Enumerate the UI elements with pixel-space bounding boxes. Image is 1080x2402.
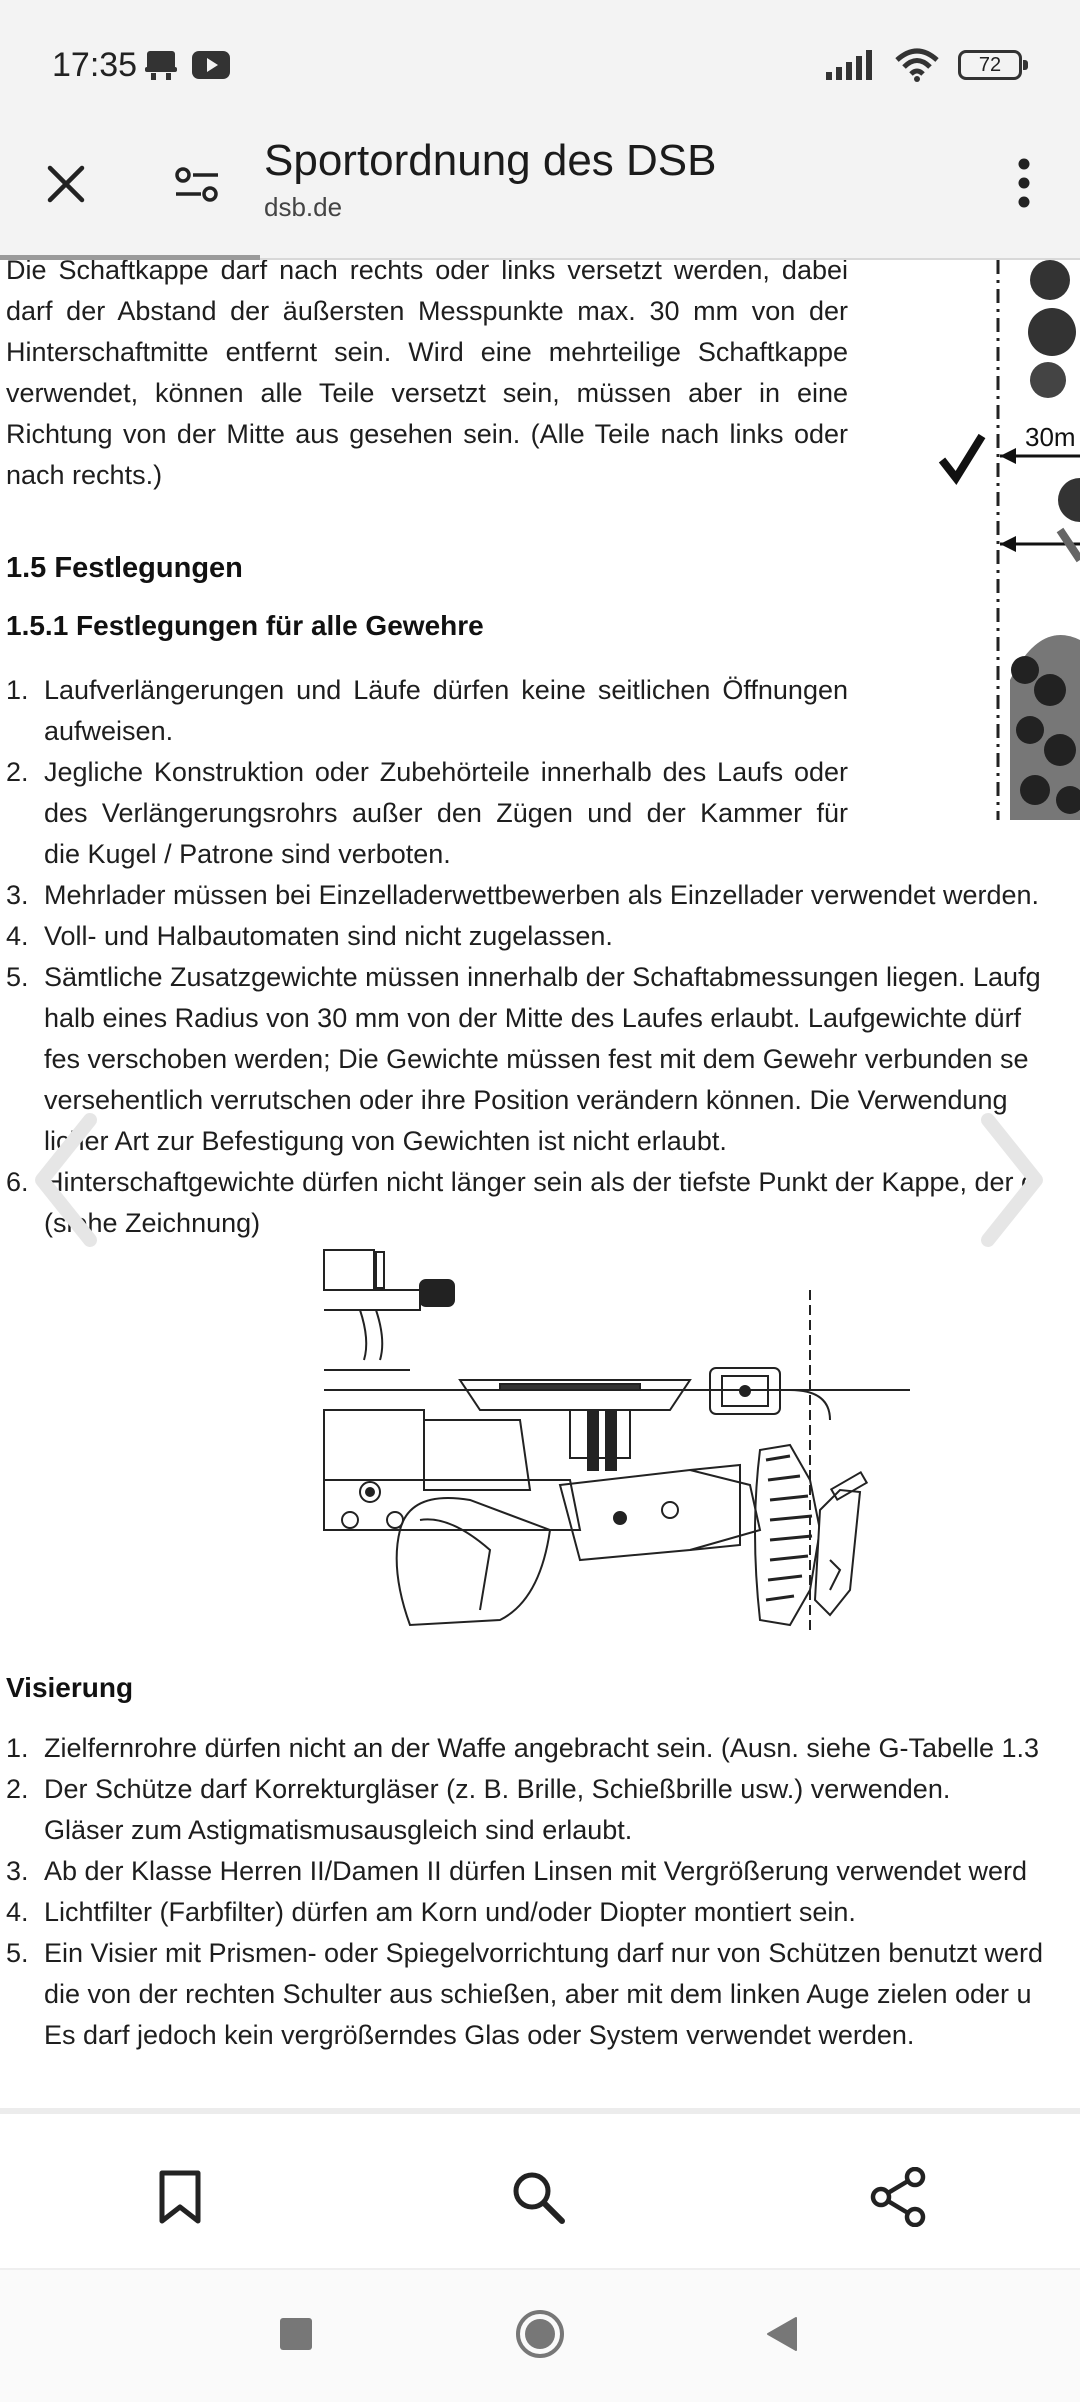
rule-number: 1. <box>6 1733 29 1763</box>
youtube-icon <box>192 51 230 79</box>
chevron-right-icon <box>988 1120 1036 1240</box>
rule-item <box>44 670 848 752</box>
status-system-icons <box>826 46 1022 84</box>
rule-line: Hinterschaftgewichte dürfen nicht länger sein als der tiefste Punkt der Kappe, der d <box>44 1167 1037 1197</box>
rule-item <box>44 957 1041 1162</box>
rule-number: 3. <box>6 880 29 910</box>
rule-line: aufweisen. <box>44 716 174 746</box>
rifle-stock-figure <box>320 1230 920 1650</box>
rule-line: Gläser zum Astigmatismusausgleich sind erlaubt. <box>44 1815 633 1845</box>
rule-line: Lichtfilter (Farbfilter) dürfen am Korn und/oder Diopter montiert sein. <box>44 1897 856 1927</box>
rule-number: 2. <box>6 757 29 787</box>
more-options-button[interactable] <box>996 150 1052 216</box>
rule-number: 5. <box>6 1938 29 1968</box>
rule-number: 4. <box>6 921 29 951</box>
rule-number: 6. <box>6 1167 29 1197</box>
recents-button[interactable] <box>266 2304 326 2364</box>
rule-line: Es darf jedoch kein vergrößerndes Glas oder System verwendet werden. <box>44 2020 915 2050</box>
rule-number: 3. <box>6 1856 29 1886</box>
home-button[interactable] <box>510 2304 570 2364</box>
status-notification-icons <box>144 48 230 82</box>
title-bar <box>0 130 1080 260</box>
intro-line: darf der Abstand der äußersten Messpunkte max. 30 mm von der <box>6 296 848 326</box>
intro-line: Richtung von der Mitte aus gesehen sein. (Alle Teile nach links oder <box>6 419 848 449</box>
rule-line: des Verlängerungsrohrs außer den Zügen und der Kammer für <box>44 798 848 828</box>
home-icon <box>514 2308 566 2360</box>
battery-icon <box>958 50 1022 80</box>
signal-icon <box>826 50 876 80</box>
close-button[interactable] <box>36 154 96 214</box>
more-vert-icon <box>1016 157 1032 209</box>
bookmark-button[interactable] <box>145 2162 215 2232</box>
rule-line: Voll- und Halbautomaten sind nicht zugelassen. <box>44 921 613 951</box>
chevron-left-icon <box>42 1120 90 1240</box>
page-title: Sportordnung des DSB <box>264 136 717 185</box>
rule-number: 1. <box>6 675 29 705</box>
rule-line: fes verschoben werden; Die Gewichte müssen fest mit dem Gewehr verbunden se <box>44 1044 1029 1074</box>
rule-line: die von der rechten Schulter aus schießen, aber mit dem linken Auge zielen oder u <box>44 1979 1032 2009</box>
rule-line: halb eines Radius von 30 mm von der Mitte des Laufes erlaubt. Laufgewichte dürf <box>44 1003 1022 1033</box>
rule-number: 2. <box>6 1774 29 1804</box>
rule-line: Sämtliche Zusatzgewichte müssen innerhalb der Schaftabmessungen liegen. Laufg <box>44 962 1041 992</box>
rule-line: die Kugel / Patrone sind verboten. <box>44 839 451 869</box>
intro-line: Die Schaftkappe darf nach rechts oder links versetzt werden, dabei <box>6 260 848 285</box>
share-icon <box>869 2167 929 2227</box>
rule-line: Der Schütze darf Korrekturgläser (z. B. Brille, Schießbrille usw.) verwenden. <box>44 1774 951 1804</box>
back-icon <box>762 2314 802 2354</box>
rule-number: 5. <box>6 962 29 992</box>
rule-line: Laufverlängerungen und Läufe dürfen keine seitlichen Öffnungen <box>44 675 848 705</box>
rule-item <box>44 1769 950 1851</box>
rule-number: 4. <box>6 1897 29 1927</box>
rule-item <box>44 1933 1043 2056</box>
rule-item <box>44 752 848 875</box>
share-button[interactable] <box>864 2162 934 2232</box>
rule-line: licher Art zur Befestigung von Gewichten ist nicht erlaubt. <box>44 1126 727 1156</box>
rule-line: Ab der Klasse Herren II/Damen II dürfen Linsen mit Vergrößerung verwendet werd <box>44 1856 1027 1886</box>
bottom-action-bar <box>0 2108 1080 2274</box>
rule-line: Zielfernrohre dürfen nicht an der Waffe angebracht sein. (Ausn. siehe G-Tabelle 1.3 <box>44 1733 1040 1763</box>
intro-line: nach rechts.) <box>6 460 163 490</box>
battery-level: 72 <box>978 54 1002 76</box>
wifi-icon <box>894 48 940 82</box>
intro-line: Hinterschaftmitte entfernt sein. Wird eine mehrteilige Schaftkappe <box>6 337 848 367</box>
tune-icon <box>174 164 220 204</box>
rule-line: Ein Visier mit Prismen- oder Spiegelvorrichtung darf nur von Schützen benutzt werd <box>44 1938 1043 1968</box>
status-time: 17:35 <box>52 46 138 84</box>
buttplate-offset-figure <box>920 260 1080 820</box>
page-domain: dsb.de <box>264 192 343 222</box>
rule-line: Jegliche Konstruktion oder Zubehörteile innerhalb des Laufs oder <box>44 757 848 787</box>
page-settings-button[interactable] <box>166 154 228 214</box>
visierung-heading: Visierung <box>6 1672 134 1703</box>
previous-page-button[interactable] <box>30 1110 100 1250</box>
search-icon <box>510 2169 566 2225</box>
system-navigation-bar <box>0 2268 1080 2402</box>
back-button[interactable] <box>752 2304 812 2364</box>
next-page-button[interactable] <box>978 1110 1048 1250</box>
intro-line: verwendet, können alle Teile versetzt sein, müssen aber in eine <box>6 378 848 408</box>
recents-icon <box>278 2316 314 2352</box>
subsection-heading: 1.5.1 Festlegungen für alle Gewehre <box>6 610 484 641</box>
rule-line: versehentlich verrutschen oder ihre Position verändern können. Die Verwendung <box>44 1085 1008 1115</box>
section-heading: 1.5 Festlegungen <box>6 552 243 584</box>
figure-label: 30m <box>1025 422 1076 452</box>
search-button[interactable] <box>503 2162 573 2232</box>
notification-icon <box>144 49 178 81</box>
intro-paragraph <box>6 260 848 496</box>
pdf-document[interactable] <box>0 260 1080 2110</box>
rule-line: (siehe Zeichnung) <box>44 1208 261 1238</box>
close-icon <box>46 164 86 204</box>
status-bar <box>0 0 1080 130</box>
rule-line: Mehrlader müssen bei Einzelladerwettbewerben als Einzellader verwendet werden. <box>44 880 1040 910</box>
bookmark-icon <box>157 2169 203 2225</box>
